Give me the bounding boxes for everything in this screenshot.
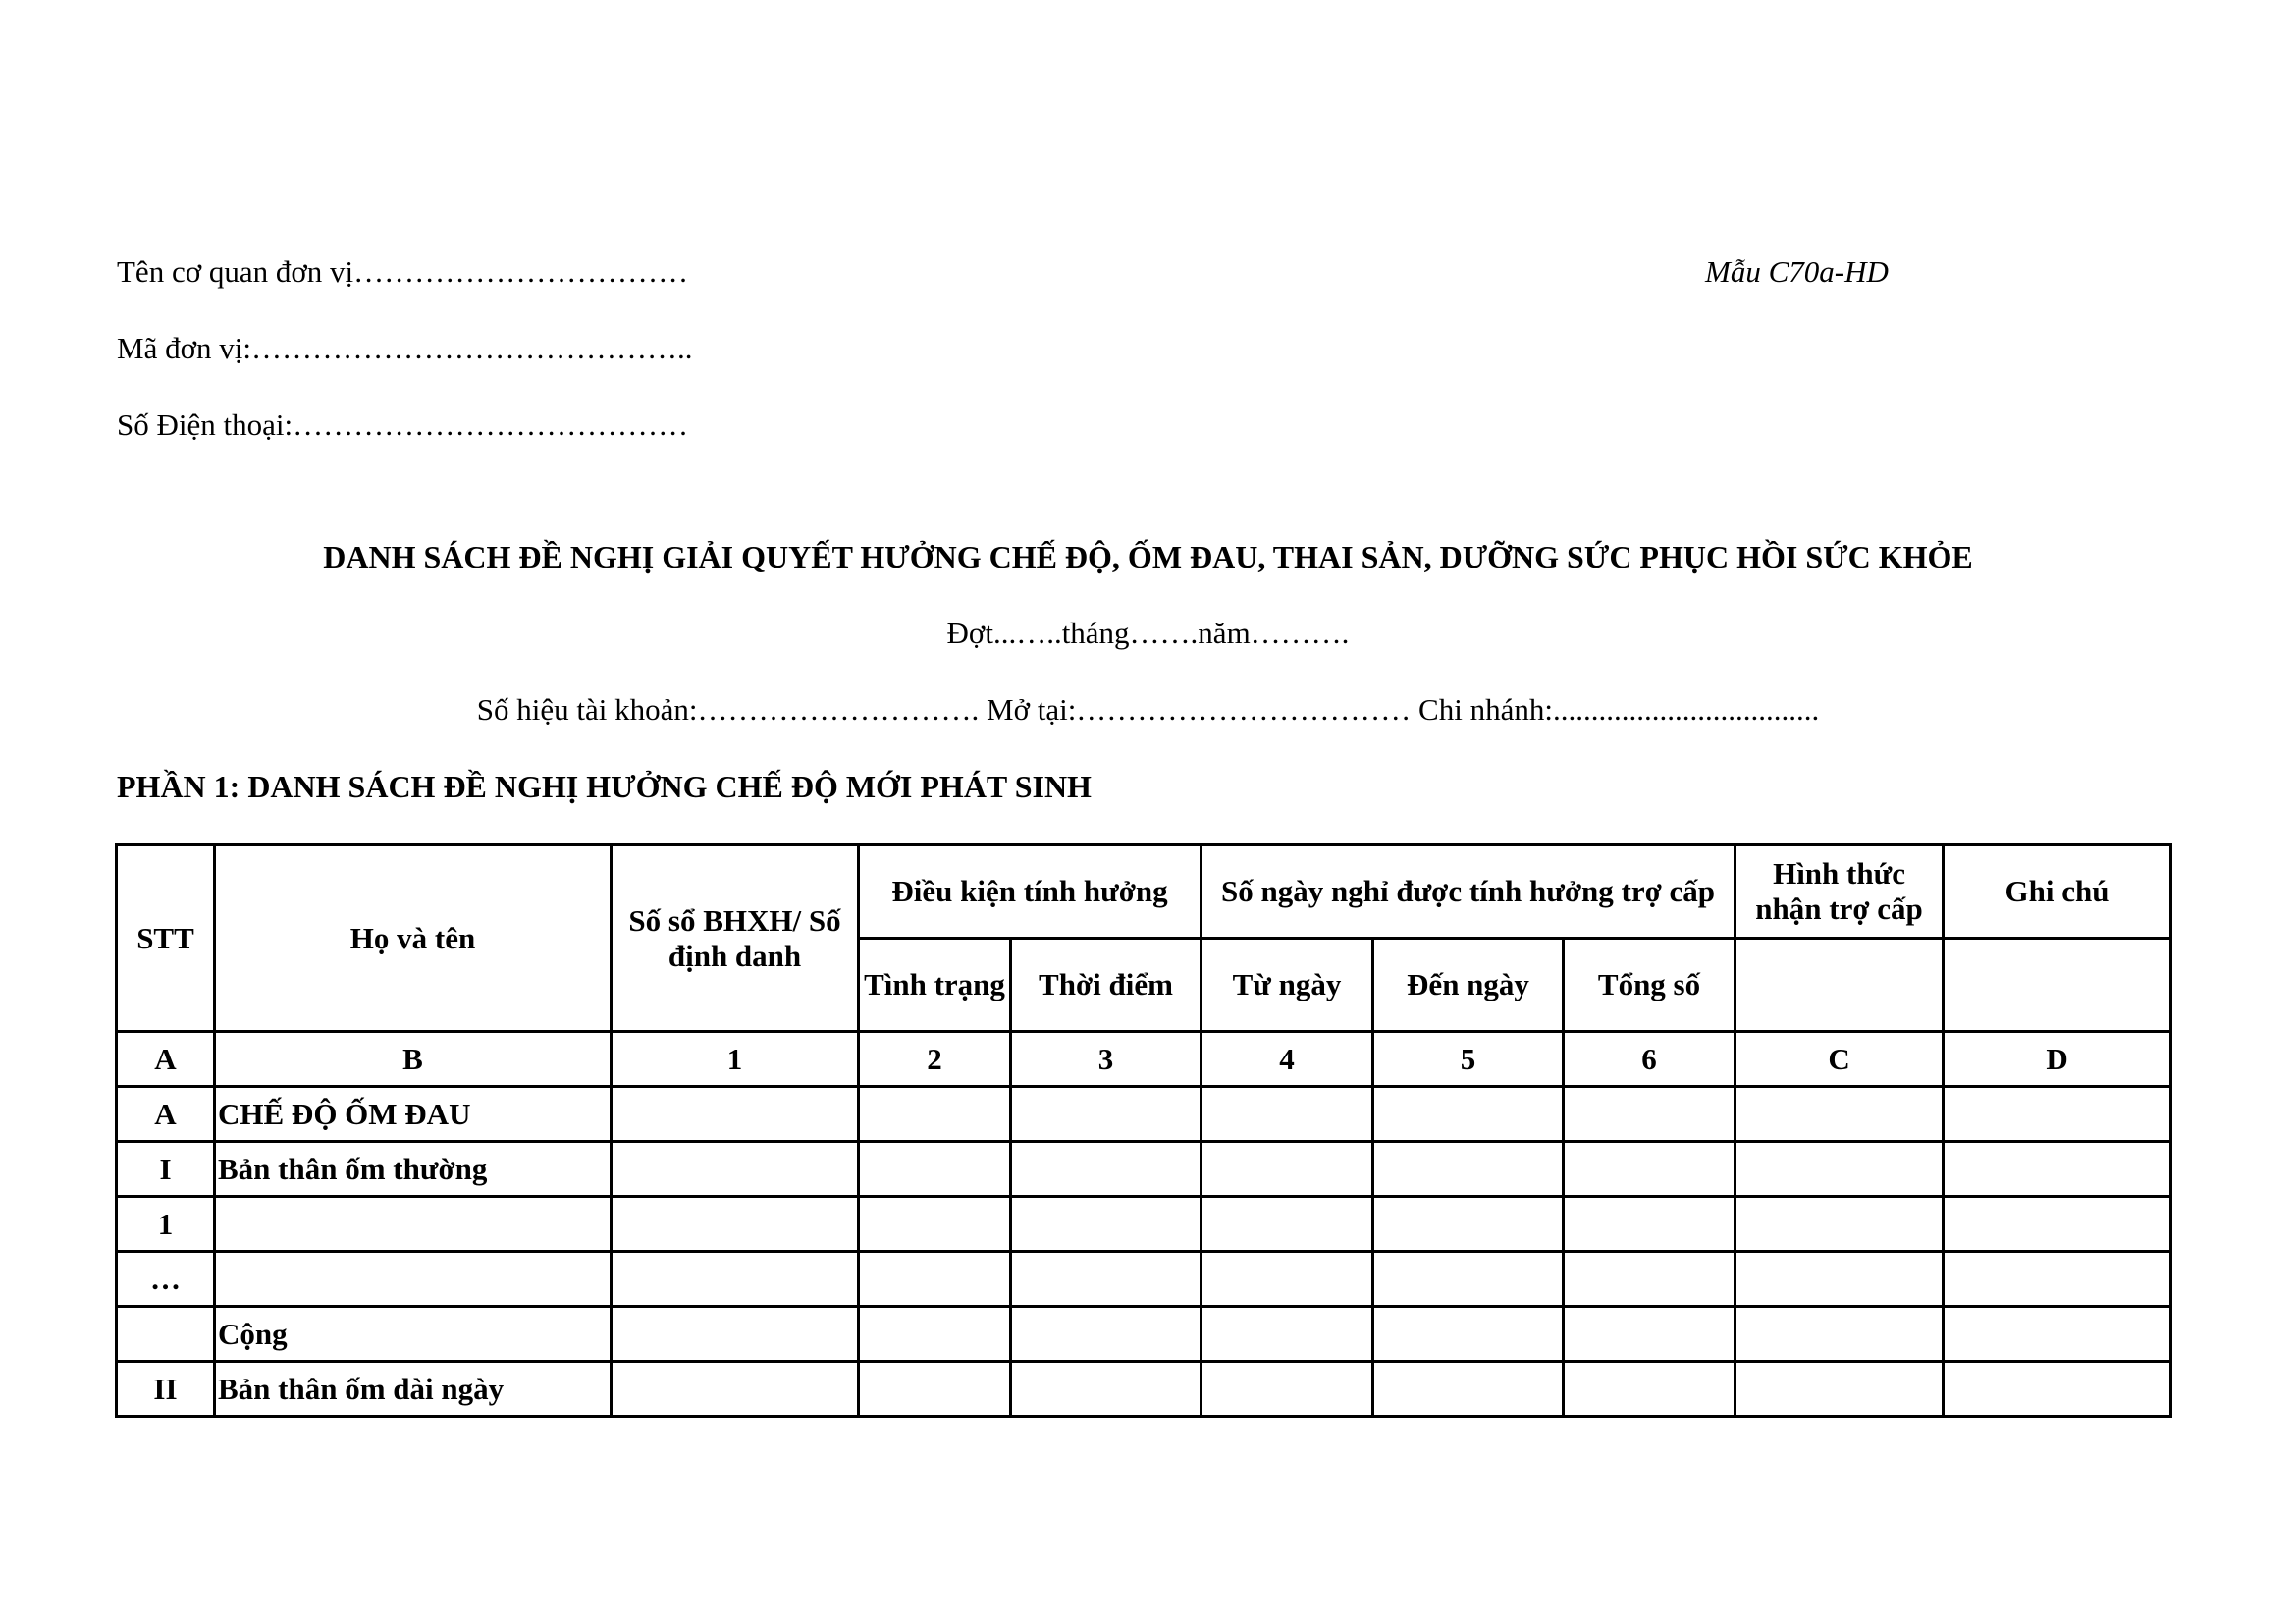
row-stt: A <box>117 1087 215 1142</box>
header-to: Đến ngày <box>1373 939 1564 1032</box>
index-cell: 6 <box>1564 1032 1735 1087</box>
header-bhxh: Số sổ BHXH/ Số định danh <box>612 845 859 1032</box>
unit-code-field: Mã đơn vị:…………………………………….. <box>117 331 693 365</box>
table-row <box>117 1142 2171 1197</box>
header-time: Thời điểm <box>1011 939 1201 1032</box>
row-name <box>215 1197 612 1252</box>
index-cell: A <box>117 1032 215 1087</box>
document-title: DANH SÁCH ĐỀ NGHỊ GIẢI QUYẾT HƯỞNG CHẾ ĐỘ, ỐM ĐAU, THAI SẢN, DƯỠNG SỨC PHỤC HỒI SỨC KHỎE <box>323 539 1973 574</box>
period-line: Đợt...…..tháng…….năm………. <box>946 616 1350 650</box>
header-method-blank <box>1735 939 1944 1032</box>
index-cell: 2 <box>859 1032 1011 1087</box>
index-cell: 4 <box>1201 1032 1373 1087</box>
row-stt: I <box>117 1142 215 1197</box>
table-row <box>117 1252 2171 1307</box>
header-days-off: Số ngày nghỉ được tính hưởng trợ cấp <box>1201 845 1735 939</box>
row-stt: II <box>117 1362 215 1417</box>
header-total: Tổng số <box>1564 939 1735 1032</box>
row-name: CHẾ ĐỘ ỐM ĐAU <box>215 1087 612 1142</box>
account-line: Số hiệu tài khoản:………………………. Mở tại:…………………………… Chi nhánh:................................... <box>476 692 1820 727</box>
header-from: Từ ngày <box>1201 939 1373 1032</box>
header-note: Ghi chú <box>1944 845 2171 939</box>
header-row-1 <box>117 845 2171 939</box>
header-conditions: Điều kiện tính hưởng <box>859 845 1201 939</box>
row-stt: 1 <box>117 1197 215 1252</box>
form-code: Mẫu C70a-HD <box>1705 254 1889 289</box>
table-row <box>117 1087 2171 1142</box>
table-row <box>117 1307 2171 1362</box>
index-cell: C <box>1735 1032 1944 1087</box>
header-method: Hình thức nhận trợ cấp <box>1735 845 1944 939</box>
section-title: PHẦN 1: DANH SÁCH ĐỀ NGHỊ HƯỞNG CHẾ ĐỘ MỚI PHÁT SINH <box>117 769 1092 804</box>
index-cell: D <box>1944 1032 2171 1087</box>
row-name <box>215 1252 612 1307</box>
table-row <box>117 1197 2171 1252</box>
row-name: Bản thân ốm thường <box>215 1142 612 1197</box>
header-status: Tình trạng <box>859 939 1011 1032</box>
index-cell: 5 <box>1373 1032 1564 1087</box>
index-cell: B <box>215 1032 612 1087</box>
phone-field: Số Điện thoại:………………………………… <box>117 407 689 442</box>
row-stt <box>117 1307 215 1362</box>
index-row <box>117 1032 2171 1087</box>
unit-name-field: Tên cơ quan đơn vị…………………………… <box>117 254 689 289</box>
header-name: Họ và tên <box>215 845 612 1032</box>
row-name: Cộng <box>215 1307 612 1362</box>
index-cell: 3 <box>1011 1032 1201 1087</box>
index-cell: 1 <box>612 1032 859 1087</box>
row-name: Bản thân ốm dài ngày <box>215 1362 612 1417</box>
table-row <box>117 1362 2171 1417</box>
header-stt: STT <box>117 845 215 1032</box>
claims-table <box>115 843 2172 1418</box>
row-stt: … <box>117 1252 215 1307</box>
header-note-blank <box>1944 939 2171 1032</box>
